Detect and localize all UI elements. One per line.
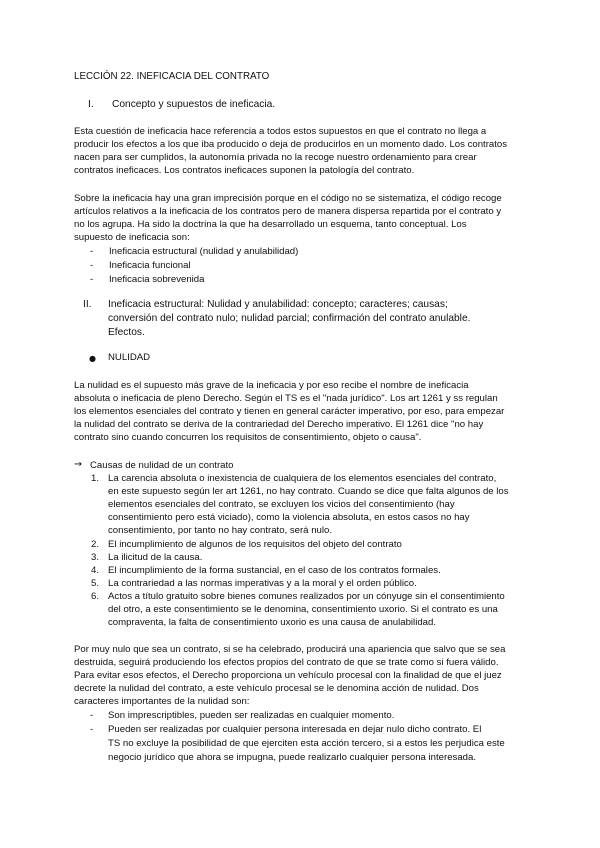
list-dash: - xyxy=(90,724,94,735)
cause-number: 3. xyxy=(91,552,100,563)
list-dash: - xyxy=(90,260,94,271)
cause-number: 2. xyxy=(91,539,100,550)
bullet-icon: ● xyxy=(89,354,96,363)
list-dash: - xyxy=(90,710,94,721)
cause-line: en este supuesto según ler art 1261, no hay contrato. Cuando se dice que falta algunos de los xyxy=(108,486,509,497)
cause-number: 5. xyxy=(91,578,100,589)
paragraph-2-line: no los agrupa. Ha sido la doctrina la que ha desarrollado un esquema, tanto conceptual. Los xyxy=(74,219,467,230)
section-2-numeral: II. xyxy=(83,299,92,310)
cause-number: 6. xyxy=(91,591,100,602)
cause-line: compraventa, la falta de consentimiento uxorio es una causa de anulabilidad. xyxy=(108,617,436,628)
paragraph-3-line: la nulidad del contrato se deriva de la contrariedad del Derecho imperativo. El 1261 dice "no hay xyxy=(74,419,484,430)
paragraph-4-line: Para evitar esos efectos, el Derecho proporciona un vehículo procesal con la finalidad de que el juez xyxy=(74,670,502,681)
arrow-right-icon: → xyxy=(74,459,83,470)
paragraph-4-line: Por muy nulo que sea un contrato, si se ha celebrado, producirá una apariencia que salvo que se sea xyxy=(74,644,506,655)
paragraph-4-line: caracteres importantes de la nulidad son: xyxy=(74,696,250,707)
section-2-heading-line: Ineficacia estructural: Nulidad y anulabilidad: concepto; caracteres; causas; xyxy=(108,299,448,310)
cause-number: 4. xyxy=(91,565,100,576)
cause-line: La carencia absoluta o inexistencia de cualquiera de los elementos esenciales del contrato, xyxy=(108,473,497,484)
paragraph-1-line: nacen para ser cumplidos, la autonomía privada no la recoge nuestro ordenamiento para crear xyxy=(74,152,477,163)
cause-line: elementos esenciales del contrato, se excluyen los vicios del consentimiento (hay xyxy=(108,499,455,510)
paragraph-1-line: contratos ineficaces. Los contratos ineficaces suponen la patología del contrato. xyxy=(74,165,415,176)
list-dash: - xyxy=(90,274,94,285)
character-line: Son imprescriptibles, pueden ser realizadas en cualquier momento. xyxy=(108,710,395,721)
paragraph-3-line: absoluta o ineficacia de pleno Derecho. Según el TS es el "nada jurídico". Los art 1261 y ss regulan xyxy=(74,393,498,404)
paragraph-2-line: artículos relativos a la ineficacia de los contratos pero de manera dispersa repartida por el contrato y xyxy=(74,206,502,217)
character-line: TS no excluye la posibilidad de que ejerciten esta acción tercero, si a estos les perjudica este xyxy=(108,738,505,749)
paragraph-4-line: decrete la nulidad del contrato, a este vehículo procesal se le denomina acción de nulidad. Dos xyxy=(74,683,479,694)
ineficacia-type-item: Ineficacia estructural (nulidad y anulabilidad) xyxy=(109,246,299,257)
paragraph-1-line: producir los efectos a los que iba producido o deja de producirlos en un momento dado. Los contratos xyxy=(74,139,508,150)
cause-line: consentimiento, por tanto no hay contrato, será nulo. xyxy=(108,525,332,536)
paragraph-2-line: supuesto de ineficacia son: xyxy=(74,232,190,243)
paragraph-3-line: contrato sino cuando concurren los requisitos de consentimiento, objeto o causa". xyxy=(74,432,422,443)
subheading-nulidad: NULIDAD xyxy=(108,352,151,363)
paragraph-3-line: los elementos esenciales del contrato y tienen en general carácter imperativo, por eso, para empezar xyxy=(74,406,505,417)
paragraph-2-line: Sobre la ineficacia hay una gran imprecisión porque en el código no se sistematiza, el código recoge xyxy=(74,193,502,204)
cause-line: El incumplimiento de algunos de los requisitos del objeto del contrato xyxy=(108,539,402,550)
character-line: negocio jurídico que ahora se impugna, puede realizarlo cualquier persona interesada. xyxy=(108,752,477,763)
paragraph-4-line: destruida, seguirá produciendo los efectos propios del contrato de que se trate como si fuera válido. xyxy=(74,657,499,668)
document-title: LECCIÓN 22. INEFICACIA DEL CONTRATO xyxy=(74,71,270,82)
cause-line: del otro, a este consentimiento se le denomina, consentimiento uxorio. Si el contrato es una xyxy=(108,604,498,615)
list-dash: - xyxy=(90,246,94,257)
character-line: Pueden ser realizadas por cualquier persona interesada en dejar nulo dicho contrato. El xyxy=(108,724,482,735)
section-2-heading-line: conversión del contrato nulo; nulidad parcial; confirmación del contrato anulable. xyxy=(108,313,471,324)
section-1-heading: Concepto y supuestos de ineficacia. xyxy=(112,99,276,110)
paragraph-1-line: Esta cuestión de ineficacia hace referencia a todos estos supuestos en que el contrato no llega a xyxy=(74,126,487,137)
cause-line: consentimiento pero está viciado), como la violencia absoluta, en estos casos no hay xyxy=(108,512,470,523)
paragraph-3-line: La nulidad es el supuesto más grave de la ineficacia y por eso recibe el nombre de ineficacia xyxy=(74,380,469,391)
cause-line: Actos a título gratuito sobre bienes comunes realizados por un cónyuge sin el consentimiento xyxy=(108,591,505,602)
causes-heading: Causas de nulidad de un contrato xyxy=(90,460,234,471)
cause-line: La ilicitud de la causa. xyxy=(108,552,203,563)
ineficacia-type-item: Ineficacia funcional xyxy=(109,260,191,271)
cause-line: El incumplimiento de la forma sustancial, en el caso de los contratos formales. xyxy=(108,565,441,576)
cause-line: La contrariedad a las normas imperativas y a la moral y el orden público. xyxy=(108,578,417,589)
section-1-numeral: I. xyxy=(88,99,94,110)
ineficacia-type-item: Ineficacia sobrevenida xyxy=(109,274,205,285)
cause-number: 1. xyxy=(91,473,100,484)
section-2-heading-line: Efectos. xyxy=(108,327,145,338)
